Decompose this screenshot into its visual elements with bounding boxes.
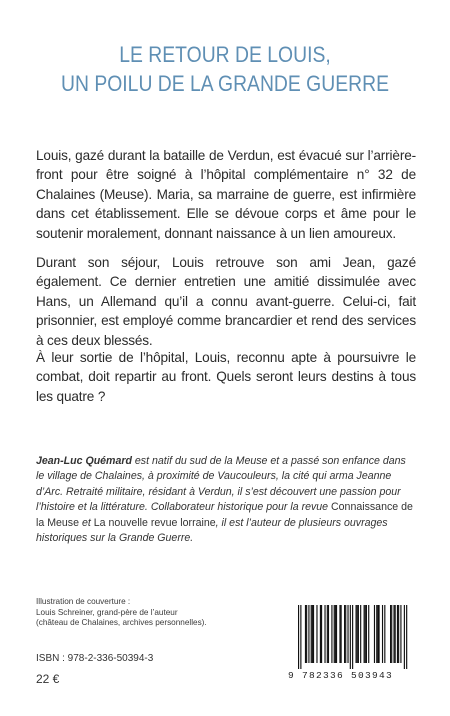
barcode-bar (305, 605, 306, 663)
barcode-bar (327, 605, 328, 663)
barcode-bar (335, 605, 336, 663)
barcode-bar (377, 605, 378, 663)
barcode-bar (404, 605, 405, 669)
barcode-bar (395, 605, 396, 663)
barcode-bar (347, 605, 348, 663)
credits-line-1: Illustration de couverture : (36, 597, 131, 606)
barcode-bar (360, 605, 361, 663)
barcode-bars (288, 605, 412, 669)
barcode-bar (324, 605, 325, 663)
barcode-bar (298, 605, 299, 669)
barcode-bar (331, 605, 332, 663)
barcode-bar (393, 605, 394, 663)
barcode-bar (384, 605, 385, 663)
barcode-bar (320, 605, 321, 663)
barcode-digits: 9 782336 503943 (288, 670, 394, 681)
barcode-bar (397, 605, 398, 663)
barcode-bar (316, 605, 317, 663)
journal-name-1: Connaissance de la Meuse (36, 501, 413, 529)
barcode-bar (300, 605, 301, 669)
summary-paragraph-1: Louis, gazé durant la bataille de Verdun, est évacué sur l’arrière-front pour être soigné à l’hôpital complémentaire n° 32 de Chalaines (Meuse). Maria, sa marraine de guerre, est infirmière dans cet établissement. Elle se dévoue corps et âme pour le soutenir moralement, donnant naissance à un lien amoureux. (36, 148, 416, 241)
barcode-bar (341, 605, 342, 663)
bio-text-2: et (79, 516, 94, 529)
barcode-bar (357, 605, 358, 663)
barcode-bar (311, 605, 312, 663)
barcode-bar (328, 605, 329, 663)
barcode-bar (334, 605, 335, 663)
bio-text-3: , il est l’auteur de plusieurs ouvrages historiques sur la Grande Guerre. (36, 516, 388, 545)
barcode-bar (313, 605, 314, 663)
book-title (32, 40, 419, 98)
barcode-bar (379, 605, 380, 663)
journal-name-2: La nouvelle revue lorraine (93, 516, 216, 529)
price-label: 22 € (36, 672, 60, 686)
credits-line-3: (château de Chalaines, archives personnelles). (36, 618, 207, 627)
summary-paragraph-2: Durant son séjour, Louis retrouve son ami Jean, gazé également. Ce dernier entretien une amitié dissimulée avec Hans, un Allemand qu’il a connu avant-guerre. Celui-ci, fait prisonnier, est employé comme brancardier et rend des services à ces deux blessés. (36, 255, 416, 348)
barcode-bar (312, 605, 313, 663)
title-line-2: UN POILU DE LA GRANDE GUERRE (61, 71, 389, 96)
credits-line-2: Louis Schreiner, grand-père de l’auteur (36, 607, 178, 617)
cover-credits (36, 597, 296, 629)
isbn-label: ISBN : 978-2-336-50394-3 (36, 653, 154, 664)
title-line-1: LE RETOUR DE LOUIS, (119, 42, 331, 67)
barcode-bar (365, 605, 366, 663)
barcode-bar (339, 605, 340, 663)
barcode-bar (308, 605, 309, 663)
barcode-bar (391, 605, 392, 663)
summary-paragraph-3: À leur sortie de l’hôpital, Louis, reconnu apte à poursuivre le combat, doit repartir au front. Quels seront leurs destins à tous les quatre ? (36, 350, 416, 404)
barcode-bar (382, 605, 383, 663)
barcode-bar (352, 605, 353, 669)
author-biography (36, 454, 416, 546)
barcode-bar (390, 605, 391, 663)
author-name: Jean-Luc Quémard (36, 455, 132, 467)
barcode-bar (398, 605, 399, 663)
barcode-bar (321, 605, 322, 663)
barcode-bar (356, 605, 357, 663)
barcode-bar (400, 605, 401, 663)
bio-text-1: est natif du sud de la Meuse et a passé son enfance dans le village de Chalaines, à proximité de Vaucouleurs, la cité qui arma Jeanne d’Arc. Retraité militaire, résidant à Verdun, il s’est découvert une passion pour l’histoire et la littérature. Collaborateur historique pour la revue (36, 455, 406, 514)
barcode-bar (350, 605, 351, 669)
barcode-bar (406, 605, 407, 669)
barcode-bar (344, 605, 345, 663)
barcode-bar (336, 605, 337, 663)
barcode (288, 605, 412, 687)
barcode-bar (376, 605, 377, 663)
barcode-bar (364, 605, 365, 663)
barcode-bar (345, 605, 346, 663)
barcode-bar (306, 605, 307, 663)
barcode-bar (366, 605, 367, 663)
barcode-bar (368, 605, 369, 663)
barcode-bar (358, 605, 359, 663)
barcode-bar (374, 605, 375, 663)
